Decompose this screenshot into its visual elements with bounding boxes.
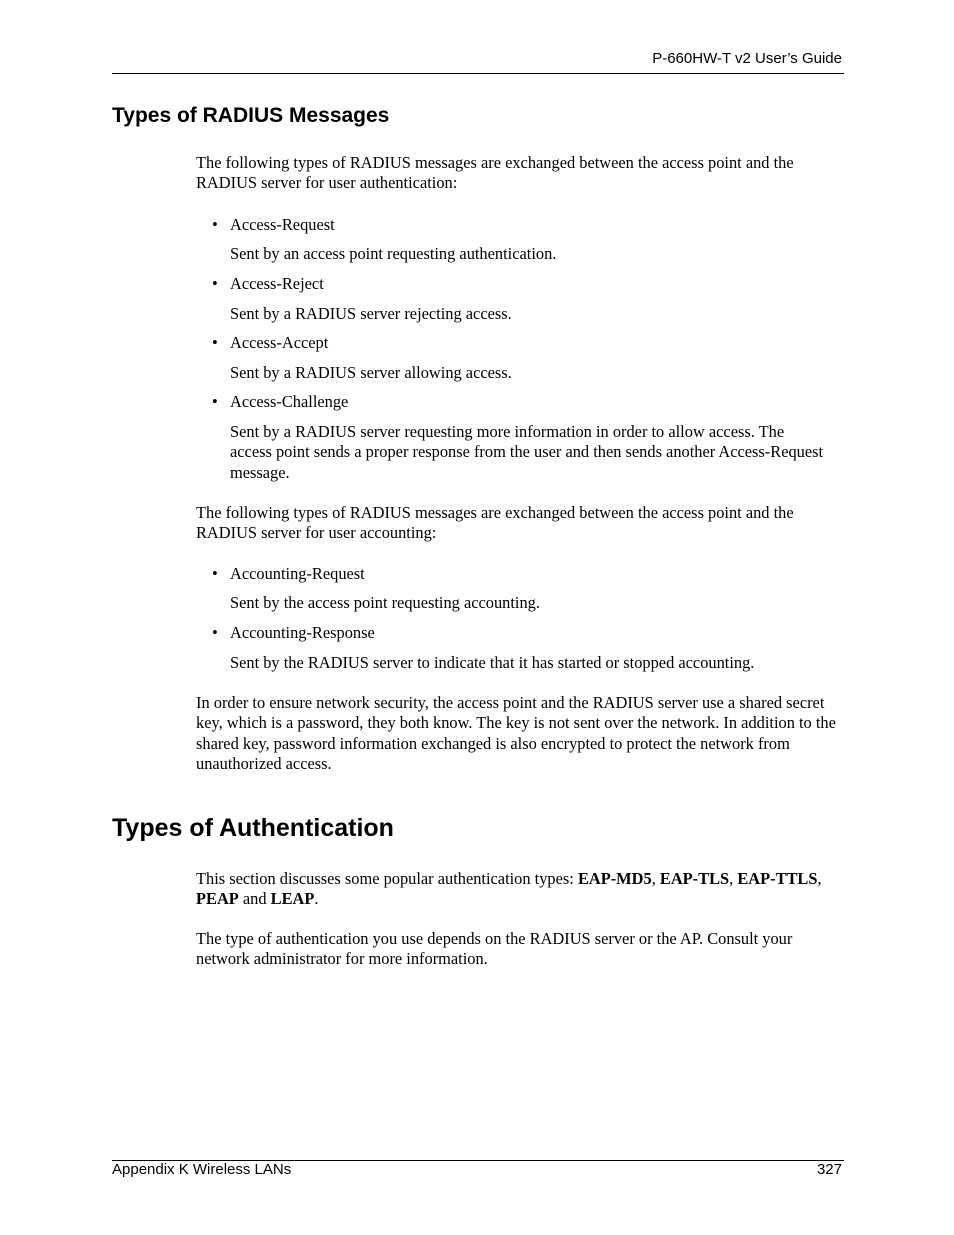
security-paragraph: In order to ensure network security, the access point and the RADIUS server use a shared secret key, which is a password, they both know. The key is not sent over the network. In addition to the shared key, password information exchanged is also encrypted to protect the network from unauthorized access. [196,693,836,774]
list-item-description: Sent by the RADIUS server to indicate that it has started or stopped accounting. [230,653,755,672]
bullet-icon: • [212,333,218,352]
intro-authentication-paragraph: The following types of RADIUS messages are exchanged between the access point and the RADIUS server for user authentication: [196,153,794,193]
list-item-accounting-response: • Accounting-Response [212,623,375,642]
bullet-icon: • [212,564,218,583]
bullet-icon: • [212,623,218,642]
bullet-icon: • [212,392,218,411]
list-item-access-accept: • Access-Accept [212,333,329,352]
type-eap-ttls: EAP-TTLS [737,869,818,888]
list-item-access-challenge: • Access-Challenge [212,392,349,411]
type-eap-tls: EAP-TLS [659,869,730,888]
bullet-icon: • [212,274,218,293]
list-item-description: Sent by an access point requesting authentication. [230,244,557,263]
list-item-description: Sent by a RADIUS server allowing access. [230,363,512,382]
type-peap: PEAP [196,889,239,909]
authentication-types-paragraph: This section discusses some popular authentication types: EAP-MD5, EAP-TLS, EAP-TTLS, PEAP and LEAP. [196,869,822,909]
footer-chapter-title: Appendix K Wireless LANs [112,1161,292,1178]
bullet-icon: • [212,215,218,234]
intro-accounting-paragraph: The following types of RADIUS messages are exchanged between the access point and the RADIUS server for user accounting: [196,503,794,543]
list-item-access-request: • Access-Request [212,215,335,234]
list-item-description: Sent by a RADIUS server rejecting access. [230,304,512,323]
list-item-access-reject: • Access-Reject [212,274,324,293]
type-eap-md5: EAP-MD5 [577,869,652,888]
page-number: 327 [816,1161,842,1178]
section-heading-authentication: Types of Authentication [112,814,394,842]
list-item-description: Sent by the access point requesting accounting. [230,593,540,612]
list-item-accounting-request: • Accounting-Request [212,564,365,583]
list-item-description: Sent by a RADIUS server requesting more information in order to allow access. The access point sends a proper response from the user and then sends another Access-Request message. [230,422,824,482]
type-leap: LEAP [270,889,315,909]
header-divider [112,73,844,74]
consult-paragraph: The type of authentication you use depends on the RADIUS server or the AP. Consult your network administrator for more information. [196,929,793,969]
running-header-title: P-660HW-T v2 User’s Guide [652,50,842,67]
section-heading-radius-messages: Types of RADIUS Messages [112,104,390,127]
